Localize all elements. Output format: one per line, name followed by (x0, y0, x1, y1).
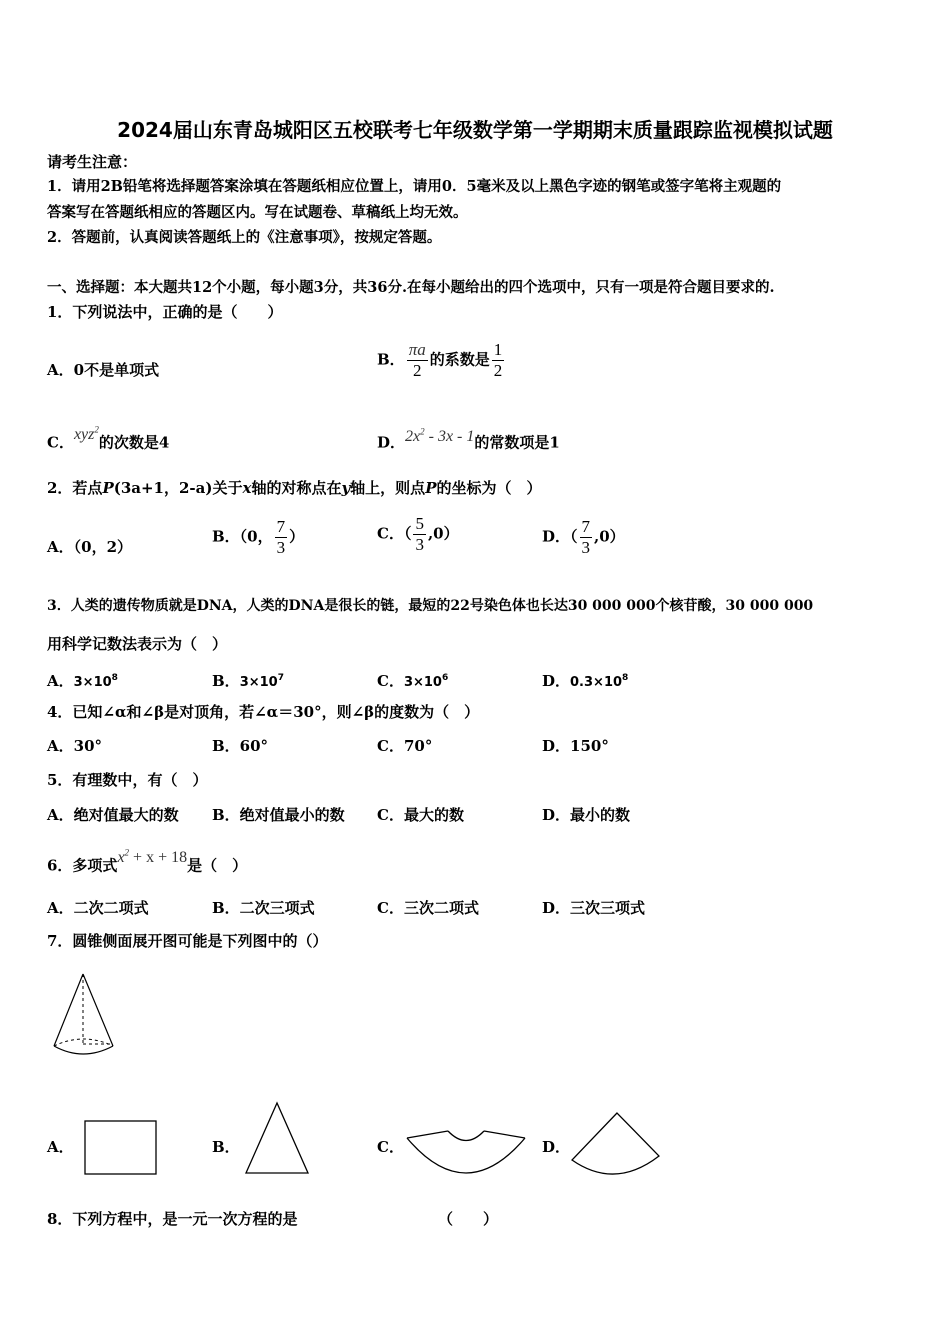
math-base: x (117, 849, 125, 867)
notice-line-1: 1．请用2B铅笔将选择题答案涂填在答题纸相应位置上，请用0．5毫米及以上黑色字迹的钢笔或签字笔将主观题的 (47, 178, 782, 195)
option-exponent: 7 (277, 673, 284, 683)
math-expression (405, 428, 474, 445)
fraction-numerator: 1 (493, 340, 503, 359)
math-var: P (102, 479, 114, 497)
stem-coord: (3a+1，2-a) (113, 479, 213, 497)
fraction-denominator: 2 (493, 361, 503, 380)
math-expression (74, 426, 99, 443)
fraction (580, 517, 593, 558)
q4-option-d: D．150° (542, 737, 609, 755)
sector-figure (569, 1110, 663, 1178)
option-exponent: 8 (622, 673, 629, 683)
option-label: D． (377, 433, 406, 452)
math-exponent: 2 (420, 427, 425, 437)
fraction-numerator: 5 (415, 514, 424, 533)
option-label: C． (47, 433, 74, 452)
q5-option-d: D．最小的数 (542, 806, 631, 824)
notice-line-2: 答案写在答题纸相应的答题区内。写在试题卷、草稿纸上均无效。 (47, 204, 468, 221)
q7-option-b: B． (212, 1138, 240, 1156)
page-title: 2024届山东青岛城阳区五校联考七年级数学第一学期期末质量跟踪监视模拟试题 (117, 118, 833, 142)
q3-option-b (212, 668, 284, 693)
option-label: B． (377, 350, 405, 369)
question-8-answer-paren: （ ） (438, 1210, 499, 1228)
option-label: C．（ (377, 524, 412, 543)
question-8-stem: 8．下列方程中，是一元一次方程的是 (47, 1210, 298, 1228)
fraction-numerator: 7 (581, 517, 591, 536)
option-label: D． (542, 672, 571, 690)
q2-option-d (542, 517, 625, 558)
fraction-numerator: πa (408, 340, 426, 359)
q7-option-a: A． (47, 1138, 74, 1156)
question-5-stem: 5．有理数中，有（ ） (47, 771, 208, 789)
rectangle-figure (84, 1120, 158, 1176)
math-exponent: 2 (94, 425, 99, 435)
option-exponent: 6 (441, 673, 449, 683)
math-var: x (242, 479, 252, 497)
question-1-stem: 1．下列说法中，正确的是（ ） (47, 303, 283, 321)
option-text: 的次数是4 (98, 433, 170, 452)
math-var: y (341, 479, 351, 497)
option-value: 3×10 (73, 675, 112, 690)
notice-heading: 请考生注意： (47, 153, 138, 171)
option-label: B． (212, 672, 240, 690)
fraction-denominator: 2 (412, 361, 422, 380)
math-base: 2x (405, 428, 421, 446)
option-value: 3×10 (239, 675, 278, 690)
q6-option-a: A．二次二项式 (47, 899, 149, 917)
q4-option-b: B．60° (212, 737, 269, 755)
q3-option-a (47, 668, 118, 693)
stem-text: 是（ ） (187, 856, 248, 875)
q6-option-d: D．三次三项式 (542, 899, 646, 917)
q2-option-a: A．（0，2） (47, 538, 133, 556)
q1-option-a: A．0不是单项式 (47, 361, 160, 379)
fraction (275, 517, 288, 558)
q5-option-b: B．绝对值最小的数 (212, 806, 345, 824)
option-label: B．（0， (212, 527, 273, 546)
q2-option-b (212, 517, 304, 558)
cone-figure (50, 970, 120, 1065)
math-var: P (425, 479, 437, 497)
math-base: xyz (73, 426, 95, 444)
option-exponent: 8 (111, 673, 118, 683)
fraction (492, 340, 505, 381)
q1-option-b (377, 340, 506, 381)
q5-option-c: C．最大的数 (377, 806, 464, 824)
q3-option-c (377, 668, 448, 693)
stem-text: 轴上，则点 (350, 479, 426, 497)
question-7-stem: 7．圆锥侧面展开图可能是下列图中的（） (47, 932, 328, 950)
option-text: 的系数是 (429, 350, 490, 369)
fraction-denominator: 3 (276, 538, 286, 557)
q7-option-d: D． (542, 1138, 571, 1156)
option-label: C． (377, 672, 404, 690)
stem-text: 的坐标为（ ） (436, 479, 542, 497)
option-text: 的常数项是1 (474, 433, 560, 452)
question-4-stem: 4．已知∠α和∠β是对顶角，若∠α＝30°，则∠β的度数为（ ） (47, 703, 480, 721)
annular-sector-figure (404, 1126, 528, 1182)
section-heading: 一、选择题：本大题共12个小题，每小题3分，共36分.在每小题给出的四个选项中，只有一项是符合题目要求的. (47, 279, 775, 296)
q3-option-d (542, 668, 628, 693)
question-3-stem-line-2: 用科学记数法表示为（ ） (47, 635, 228, 653)
triangle-figure (243, 1100, 311, 1176)
math-rest: - 3x - 1 (424, 428, 475, 446)
option-value: 0.3×10 (570, 675, 623, 690)
option-label: A． (47, 672, 74, 690)
math-exponent: 2 (124, 848, 130, 858)
stem-text: 关于 (212, 479, 243, 497)
q6-option-c: C．三次二项式 (377, 899, 479, 917)
question-3-stem-line-1: 3．人类的遗传物质就是DNA，人类的DNA是很长的链，最短的22号染色体也长达30 000 000个核苷酸，30 000 000 (47, 598, 814, 614)
option-label: D．（ (542, 527, 578, 546)
option-text: ,0） (427, 524, 459, 543)
fraction (407, 340, 428, 381)
q4-option-a: A．30° (47, 737, 103, 755)
q1-option-d (377, 428, 560, 453)
q6-option-b: B．二次三项式 (212, 899, 315, 917)
option-text: ,0） (594, 527, 625, 546)
option-text: ） (289, 527, 305, 546)
math-expression (117, 849, 187, 866)
q7-option-c: C． (377, 1138, 404, 1156)
stem-text: 6．多项式 (47, 856, 118, 875)
question-6-stem (47, 848, 248, 876)
notice-line-3: 2．答题前，认真阅读答题纸上的《注意事项》，按规定答题。 (47, 229, 442, 246)
stem-text: 轴的对称点在 (251, 479, 342, 497)
q5-option-a: A．绝对值最大的数 (47, 806, 179, 824)
stem-text: 2．若点 (47, 479, 103, 497)
fraction-numerator: 7 (276, 517, 286, 536)
q4-option-c: C．70° (377, 737, 433, 755)
fraction (413, 514, 426, 555)
q1-option-c (47, 425, 170, 453)
fraction-denominator: 3 (581, 538, 591, 557)
option-value: 3×10 (403, 675, 442, 690)
fraction-denominator: 3 (415, 535, 424, 554)
question-2-stem (47, 478, 541, 498)
math-rest: + x + 18 (129, 849, 188, 867)
q2-option-c (377, 514, 459, 555)
